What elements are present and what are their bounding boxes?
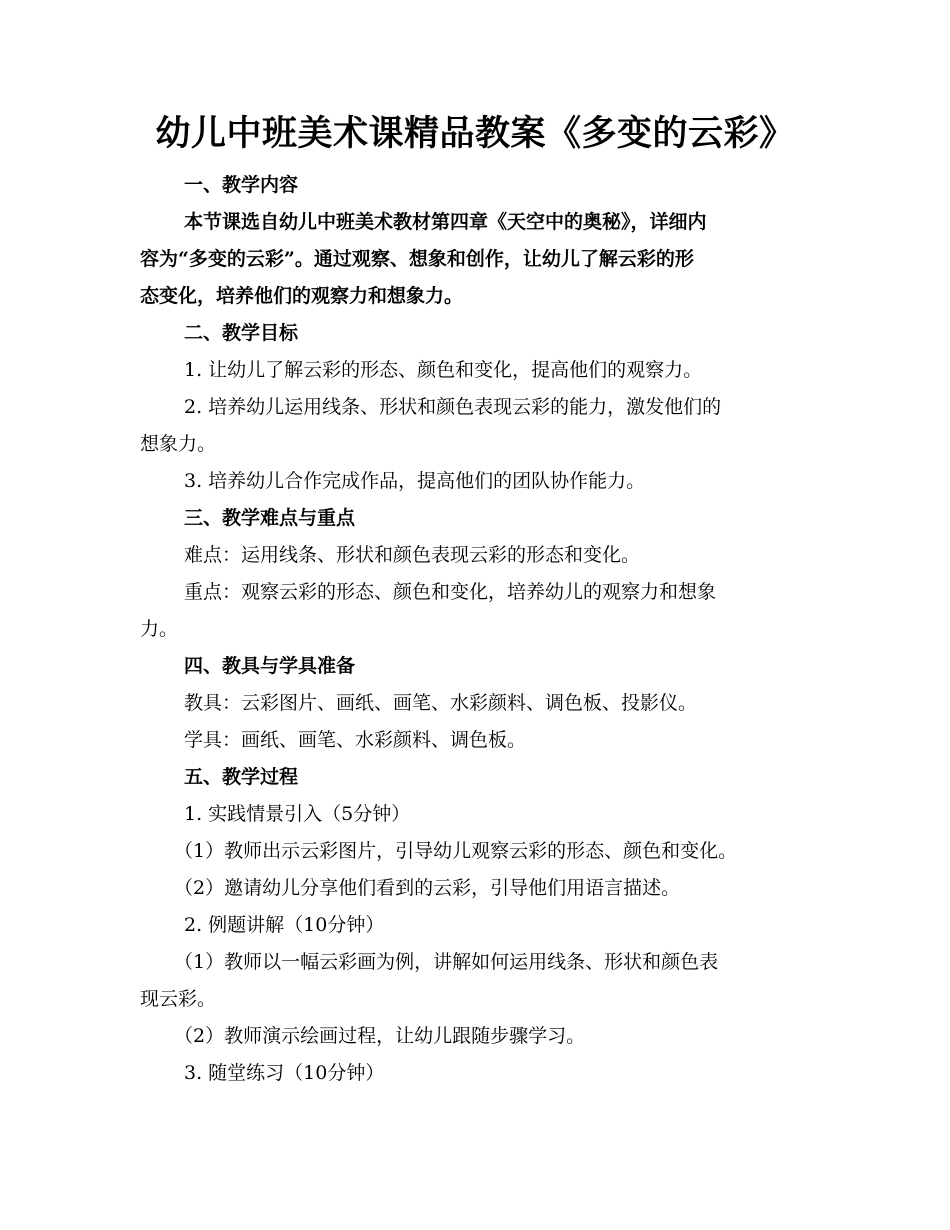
objective-item: 2. 培养幼儿运用线条、形状和颜色表现云彩的能力，激发他们的 xyxy=(184,396,722,418)
section-heading-difficulties: 三、教学难点与重点 xyxy=(184,507,356,529)
objective-item: 1. 让幼儿了解云彩的形态、颜色和变化，提高他们的观察力。 xyxy=(184,359,703,381)
paragraph-line: 容为“多变的云彩”。通过观察、想象和创作，让幼儿了解云彩的形 xyxy=(140,248,694,270)
document-title: 幼儿中班美术课精品教案《多变的云彩》 xyxy=(155,113,795,154)
process-step: 2. 例题讲解（10分钟） xyxy=(184,914,385,936)
student-materials-line: 学具：画纸、画笔、水彩颜料、调色板。 xyxy=(184,729,527,751)
process-step: 3. 随堂练习（10分钟） xyxy=(184,1062,385,1084)
process-substep-continued: 现云彩。 xyxy=(140,988,217,1010)
keypoint-line-continued: 力。 xyxy=(140,618,179,640)
section-heading-process: 五、教学过程 xyxy=(184,766,299,788)
difficulty-line: 难点：运用线条、形状和颜色表现云彩的形态和变化。 xyxy=(184,544,641,566)
keypoint-line: 重点：观察云彩的形态、颜色和变化，培养幼儿的观察力和想象 xyxy=(184,581,717,603)
paragraph-line: 本节课选自幼儿中班美术教材第四章《天空中的奥秘》，详细内 xyxy=(184,211,707,233)
section-heading-objectives: 二、教学目标 xyxy=(184,322,299,344)
process-substep: （1）教师出示云彩图片，引导幼儿观察云彩的形态、颜色和变化。 xyxy=(174,840,738,862)
objective-item-continued: 想象力。 xyxy=(140,433,217,455)
section-heading-materials: 四、教具与学具准备 xyxy=(184,655,356,677)
paragraph-line: 态变化，培养他们的观察力和想象力。 xyxy=(140,285,464,307)
objective-item: 3. 培养幼儿合作完成作品，提高他们的团队协作能力。 xyxy=(184,470,646,492)
process-step: 1. 实践情景引入（5分钟） xyxy=(184,803,411,825)
process-substep: （1）教师以一幅云彩画为例，讲解如何运用线条、形状和颜色表 xyxy=(174,951,719,973)
process-substep: （2）教师演示绘画过程，让幼儿跟随步骤学习。 xyxy=(174,1025,586,1047)
section-heading-content: 一、教学内容 xyxy=(184,174,299,196)
teacher-materials-line: 教具：云彩图片、画纸、画笔、水彩颜料、调色板、投影仪。 xyxy=(184,692,698,714)
process-substep: （2）邀请幼儿分享他们看到的云彩，引导他们用语言描述。 xyxy=(174,877,681,899)
